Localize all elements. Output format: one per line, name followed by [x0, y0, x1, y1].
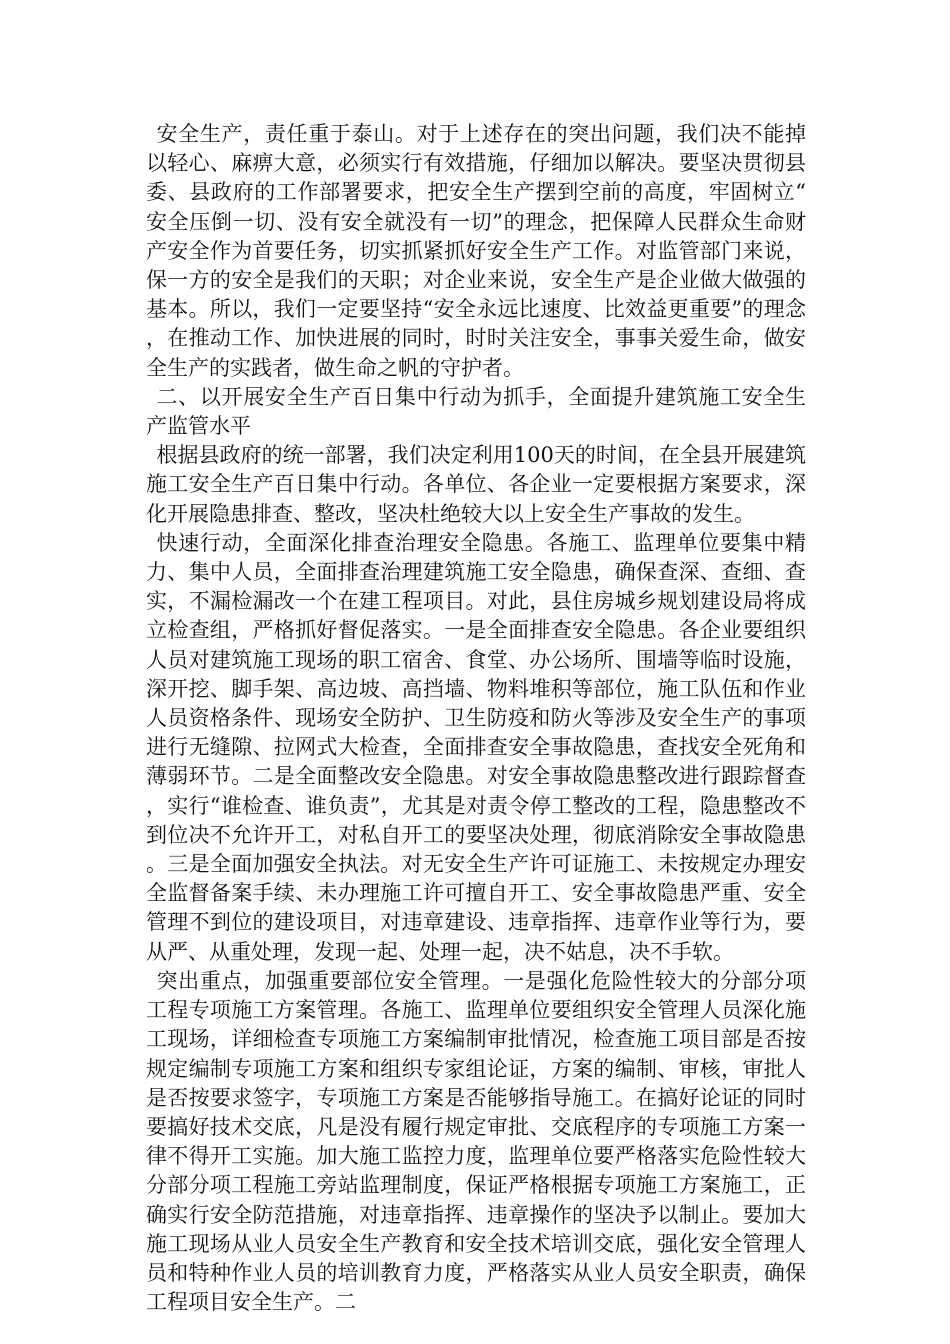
- paragraph-hazard-inspection: 快速行动，全面深化排查治理安全隐患。各施工、监理单位要集中精力、集中人员，全面排查治理建筑施工安全隐患，确保查深、查细、查实，不漏检漏改一个在建工程项目。对此，县住房城乡规划建设局将成立检查组，严格抓好督促落实。一是全面排查安全隐患。各企业要组织人员对建筑施工现场的职工宿舍、食堂、办公场所、围墙等临时设施，深开挖、脚手架、高边坡、高挡墙、物料堆积等部位，施工队伍和作业人员资格条件、现场安全防护、卫生防疫和防火等涉及安全生产的事项进行无缝隙、拉网式大检查，全面排查安全事故隐患，查找安全死角和薄弱环节。二是全面整改安全隐患。对安全事故隐患整改进行跟踪督查，实行“谁检查、谁负责”，尤其是对责令停工整改的工程，隐患整改不到位决不允许开工，对私自开工的要坚决处理，彻底消除安全事故隐患。三是全面加强安全执法。对无安全生产许可证施工、未按规定办理安全监督备案手续、未办理施工许可擅自开工、安全事故隐患严重、安全管理不到位的建设项目，对违章建设、违章指挥、违章作业等行为，要从严、从重处理，发现一起、处理一起，决不姑息，决不手软。: [146, 530, 806, 964]
- document-body: [146, 120, 806, 1317]
- section-heading-two: 二、以开展安全生产百日集中行动为抓手，全面提升建筑施工安全生产监管水平: [146, 384, 806, 439]
- paragraph-safety-responsibility: 安全生产，责任重于泰山。对于上述存在的突出问题，我们决不能掉以轻心、麻痹大意，必须实行有效措施，仔细加以解决。要坚决贯彻县委、县政府的工作部署要求，把安全生产摆到空前的高度，牢固树立“安全压倒一切、没有安全就没有一切”的理念，把保障人民群众生命财产安全作为首要任务，切实抓紧抓好安全生产工作。对监管部门来说，保一方的安全是我们的天职；对企业来说，安全生产是企业做大做强的基本。所以，我们一定要坚持“安全永远比速度、比效益更重要”的理念，在推动工作、加快进展的同时，时时关注安全，事事关爱生命，做安全生产的实践者，做生命之帆的守护者。: [146, 122, 806, 380]
- paragraph-key-areas-management: 突出重点，加强重要部位安全管理。一是强化危险性较大的分部分项工程专项施工方案管理。各施工、监理单位要组织安全管理人员深化施工现场，详细检查专项施工方案编制审批情况，检查施工项目部是否按规定编制专项施工方案和组织专家组论证，方案的编制、审核，审批人是否按要求签字，专项施工方案是否能够指导施工。在搞好论证的同时要搞好技术交底，凡是没有履行规定审批、交底程序的专项施工方案一律不得开工实施。加大施工监控力度，监理单位要严格落实危险性较大分部分项工程施工旁站监理制度，保证严格根据专项施工方案施工，正确实行安全防范措施，对违章指挥、违章操作的坚决予以制止。要加大施工现场从业人员安全生产教育和安全技术培训交底，强化安全管理人员和特种作业人员的培训教育力度，严格落实从业人员安全职责，确保工程项目安全生产。二: [146, 968, 806, 1315]
- paragraph-hundred-day-action: 根据县政府的统一部署，我们决定利用100天的时间，在全县开展建筑施工安全生产百日集中行动。各单位、各企业一定要根据方案要求，深化开展隐患排查、整改，坚决杜绝较大以上安全生产事故的发生。: [146, 443, 806, 526]
